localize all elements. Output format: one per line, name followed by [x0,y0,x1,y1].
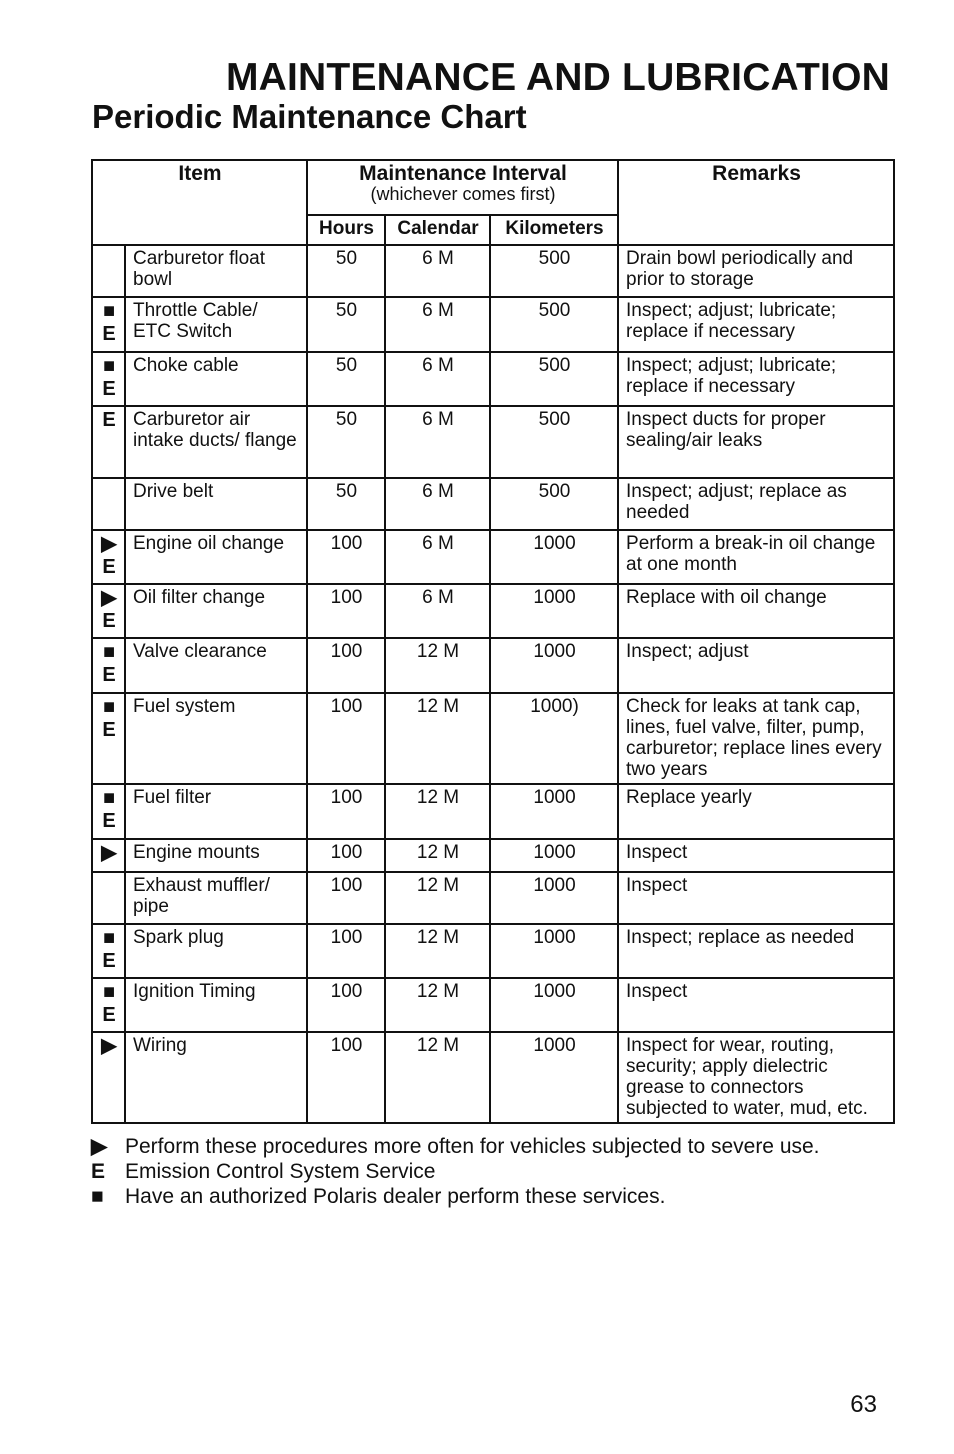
row-calendar: 6 M [385,584,490,638]
legend-text: Emission Control System Service [125,1160,436,1183]
header-kilometers: Kilometers [490,215,618,245]
row-kilometers: 1000 [490,978,618,1032]
row-symbol: E [102,950,116,972]
row-symbol: E [102,409,116,431]
row-kilometers: 1000 [490,872,618,924]
row-calendar: 6 M [385,530,490,584]
header-remarks: Remarks [618,160,894,245]
table-row [92,1032,894,1123]
row-item: Carburetor float bowl [125,245,307,297]
table-row [92,584,894,638]
legend-symbol: E [91,1160,106,1183]
row-remarks: Inspect; adjust; lubricate; replace if necessary [618,297,894,352]
row-item: Drive belt [125,478,307,530]
row-item: Fuel system [125,693,307,784]
row-symbol: ▶ [101,1035,117,1057]
row-symbols [92,638,125,693]
row-calendar: 12 M [385,638,490,693]
row-item: Valve clearance [125,638,307,693]
row-item: Wiring [125,1032,307,1123]
row-calendar: 12 M [385,1032,490,1123]
row-symbol: ■ [102,981,116,1003]
legend-symbol: ▶ [91,1135,108,1158]
row-symbols [92,297,125,352]
row-kilometers: 1000 [490,584,618,638]
row-item: Carburetor air intake ducts/ flange [125,406,307,478]
row-remarks: Replace with oil change [618,584,894,638]
row-remarks: Perform a break-in oil change at one month [618,530,894,584]
row-symbol: E [102,378,116,400]
legend-item [91,1159,820,1184]
row-symbols [92,1032,125,1123]
row-kilometers: 500 [490,352,618,406]
row-item: Spark plug [125,924,307,978]
header-interval [307,160,618,215]
row-calendar: 12 M [385,978,490,1032]
table-row [92,478,894,530]
row-kilometers: 1000 [490,1032,618,1123]
maintenance-table [91,159,895,1124]
row-hours: 100 [307,530,385,584]
row-symbol: ■ [102,300,116,322]
table-row [92,872,894,924]
row-hours: 100 [307,584,385,638]
row-calendar: 6 M [385,406,490,478]
legend-item [91,1134,820,1159]
legend-text: Perform these procedures more often for vehicles subjected to severe use. [125,1135,820,1158]
table-row [92,693,894,784]
row-symbols [92,530,125,584]
row-symbol: ■ [102,355,116,377]
row-calendar: 12 M [385,693,490,784]
row-calendar: 6 M [385,478,490,530]
row-remarks: Inspect; adjust; lubricate; replace if necessary [618,352,894,406]
row-symbol: E [102,323,116,345]
table-row [92,839,894,872]
row-remarks: Inspect; replace as needed [618,924,894,978]
row-item: Oil filter change [125,584,307,638]
header-interval-note: (whichever comes first) [370,184,556,204]
row-hours: 100 [307,1032,385,1123]
table-row [92,406,894,478]
row-calendar: 6 M [385,297,490,352]
legend-item [91,1184,820,1209]
row-symbols [92,406,125,478]
row-hours: 50 [307,297,385,352]
row-remarks: Inspect ducts for proper sealing/air leaks [618,406,894,478]
table-row [92,978,894,1032]
table-row [92,245,894,297]
row-symbols [92,478,125,530]
page-number: 63 [850,1391,877,1418]
row-kilometers: 500 [490,245,618,297]
row-remarks: Drain bowl periodically and prior to storage [618,245,894,297]
row-remarks: Check for leaks at tank cap, lines, fuel valve, filter, pump, carburetor; replace lines every two years [618,693,894,784]
row-remarks: Inspect [618,839,894,872]
page-title: MAINTENANCE AND LUBRICATION [225,56,890,99]
row-item: Engine oil change [125,530,307,584]
header-calendar: Calendar [385,215,490,245]
row-kilometers: 500 [490,297,618,352]
row-symbol: E [102,1004,116,1026]
row-symbols [92,584,125,638]
row-symbol: ▶ [101,842,117,864]
row-kilometers: 500 [490,478,618,530]
legend-symbol: ■ [91,1185,104,1208]
header-hours: Hours [307,215,385,245]
row-kilometers: 1000) [490,693,618,784]
row-symbols [92,978,125,1032]
row-remarks: Inspect; adjust [618,638,894,693]
row-symbols [92,245,125,297]
row-symbol: ■ [102,787,116,809]
row-remarks: Inspect; adjust; replace as needed [618,478,894,530]
row-symbols [92,872,125,924]
row-item: Ignition Timing [125,978,307,1032]
row-symbols [92,693,125,784]
header-interval-title: Maintenance Interval [359,162,567,185]
row-remarks: Inspect [618,978,894,1032]
row-calendar: 12 M [385,924,490,978]
row-item: Exhaust muffler/ pipe [125,872,307,924]
table-row [92,352,894,406]
row-symbol: ▶ [101,533,117,555]
row-hours: 100 [307,978,385,1032]
row-symbol: E [102,664,116,686]
row-calendar: 12 M [385,872,490,924]
row-symbol: E [102,719,116,741]
row-calendar: 6 M [385,245,490,297]
row-kilometers: 1000 [490,839,618,872]
row-symbols [92,839,125,872]
row-hours: 100 [307,872,385,924]
header-item: Item [92,160,307,245]
row-calendar: 6 M [385,352,490,406]
row-hours: 50 [307,352,385,406]
row-symbol: E [102,556,116,578]
row-item: Engine mounts [125,839,307,872]
row-remarks: Inspect [618,872,894,924]
row-hours: 50 [307,406,385,478]
row-kilometers: 1000 [490,924,618,978]
row-symbols [92,784,125,839]
row-symbol: ■ [102,641,116,663]
row-symbols [92,352,125,406]
row-kilometers: 500 [490,406,618,478]
row-item: Choke cable [125,352,307,406]
row-symbol: ■ [102,927,116,949]
table-row [92,924,894,978]
row-hours: 50 [307,245,385,297]
table-row [92,784,894,839]
row-calendar: 12 M [385,784,490,839]
row-kilometers: 1000 [490,784,618,839]
row-remarks: Inspect for wear, routing, security; apply dielectric grease to connectors subjected to water, mud, etc. [618,1032,894,1123]
legend [91,1134,820,1209]
row-item: Throttle Cable/ ETC Switch [125,297,307,352]
legend-text: Have an authorized Polaris dealer perform these services. [125,1185,666,1208]
row-hours: 50 [307,478,385,530]
row-symbols [92,924,125,978]
row-calendar: 12 M [385,839,490,872]
row-hours: 100 [307,638,385,693]
row-hours: 100 [307,693,385,784]
row-kilometers: 1000 [490,638,618,693]
row-symbol: ■ [102,696,116,718]
row-hours: 100 [307,924,385,978]
page-subtitle: Periodic Maintenance Chart [92,98,527,135]
row-symbol: ▶ [101,587,117,609]
table-row [92,638,894,693]
table-row [92,530,894,584]
row-hours: 100 [307,784,385,839]
row-hours: 100 [307,839,385,872]
row-kilometers: 1000 [490,530,618,584]
table-body [92,245,894,1123]
table-row [92,297,894,352]
row-remarks: Replace yearly [618,784,894,839]
row-item: Fuel filter [125,784,307,839]
row-symbol: E [102,810,116,832]
row-symbol: E [102,610,116,632]
